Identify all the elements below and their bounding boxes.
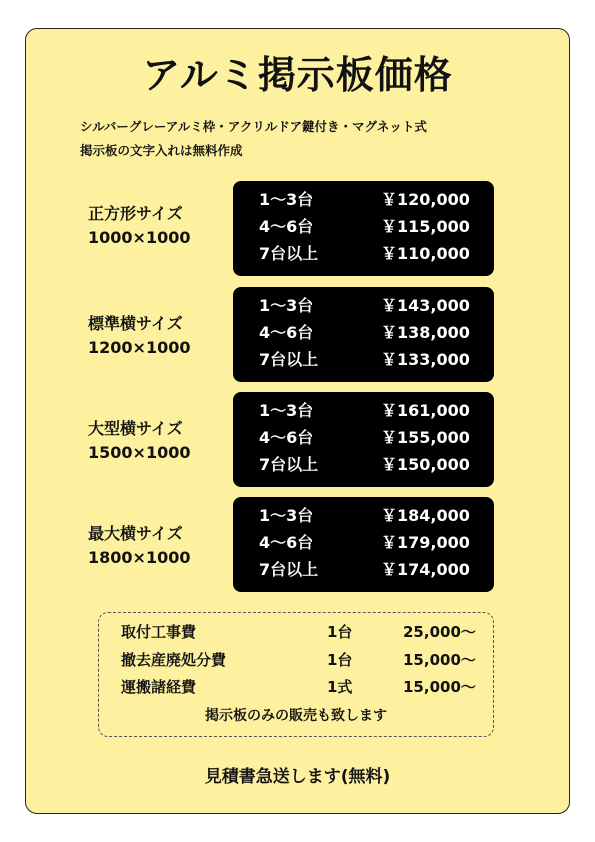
price-qty: 1～3台 (259, 190, 314, 209)
price-row (233, 293, 494, 319)
price-box-large (233, 392, 494, 487)
size-name: 大型横サイズ (88, 419, 183, 438)
price-qty: 4～6台 (259, 323, 314, 342)
fee-row (99, 619, 493, 645)
price-amount: ￥184,000 (381, 506, 470, 525)
fee-price: 15,000～ (403, 651, 476, 669)
price-qty: 7台以上 (259, 350, 319, 369)
price-amount: ￥133,000 (381, 350, 470, 369)
fee-name: 取付工事費 (121, 623, 197, 641)
price-amount: ￥161,000 (381, 401, 470, 420)
price-qty: 4～6台 (259, 533, 314, 552)
price-amount: ￥155,000 (381, 428, 470, 447)
price-amount: ￥138,000 (381, 323, 470, 342)
price-qty: 1～3台 (259, 401, 314, 420)
price-row (233, 214, 494, 240)
size-dims: 1800×1000 (88, 548, 191, 567)
price-row (233, 398, 494, 424)
price-row (233, 241, 494, 267)
price-qty: 4～6台 (259, 428, 314, 447)
size-label-standard (88, 312, 190, 360)
price-row (233, 347, 494, 373)
fees-note: 掲示板のみの販売も致します (205, 708, 387, 724)
price-qty: 1～3台 (259, 506, 314, 525)
price-amount: ￥179,000 (381, 533, 470, 552)
subtitle-line-2: 掲示板の文字入れは無料作成 (80, 143, 243, 158)
fee-unit: 1台 (327, 651, 353, 669)
price-qty: 1～3台 (259, 296, 314, 315)
size-name: 最大横サイズ (88, 524, 183, 543)
subtitle-line-1: シルバーグレーアルミ枠・アクリルドア鍵付き・マグネット式 (80, 119, 427, 134)
price-box-standard (233, 287, 494, 382)
fee-name: 撤去産廃処分費 (121, 651, 227, 669)
price-row (233, 503, 494, 529)
price-row (233, 187, 494, 213)
price-qty: 7台以上 (259, 244, 319, 263)
size-dims: 1000×1000 (88, 228, 191, 247)
price-amount: ￥143,000 (381, 296, 470, 315)
size-name: 標準横サイズ (88, 314, 183, 333)
size-label-max (88, 522, 190, 570)
fee-row (99, 647, 493, 673)
price-row (233, 557, 494, 583)
fee-name: 運搬諸経費 (121, 678, 197, 696)
price-qty: 7台以上 (259, 455, 319, 474)
price-qty: 4～6台 (259, 217, 314, 236)
fee-price: 25,000～ (403, 623, 476, 641)
size-dims: 1500×1000 (88, 443, 191, 462)
price-row (233, 425, 494, 451)
size-name: 正方形サイズ (88, 204, 183, 223)
price-qty: 7台以上 (259, 560, 319, 579)
fee-price: 15,000～ (403, 678, 476, 696)
price-amount: ￥110,000 (381, 244, 470, 263)
fee-unit: 1式 (327, 678, 353, 696)
fee-unit: 1台 (327, 623, 353, 641)
size-label-large (88, 417, 190, 465)
price-row (233, 530, 494, 556)
price-row (233, 452, 494, 478)
size-label-square (88, 202, 190, 250)
footer-note: 見積書急送します(無料) (204, 767, 391, 787)
price-row (233, 320, 494, 346)
price-amount: ￥115,000 (381, 217, 470, 236)
price-box-square (233, 181, 494, 276)
price-box-max (233, 497, 494, 592)
price-amount: ￥150,000 (381, 455, 470, 474)
fees-panel (98, 612, 494, 737)
price-amount: ￥120,000 (381, 190, 470, 209)
price-amount: ￥174,000 (381, 560, 470, 579)
fee-row (99, 674, 493, 700)
page-title: アルミ掲示板価格 (142, 53, 453, 97)
size-dims: 1200×1000 (88, 338, 191, 357)
